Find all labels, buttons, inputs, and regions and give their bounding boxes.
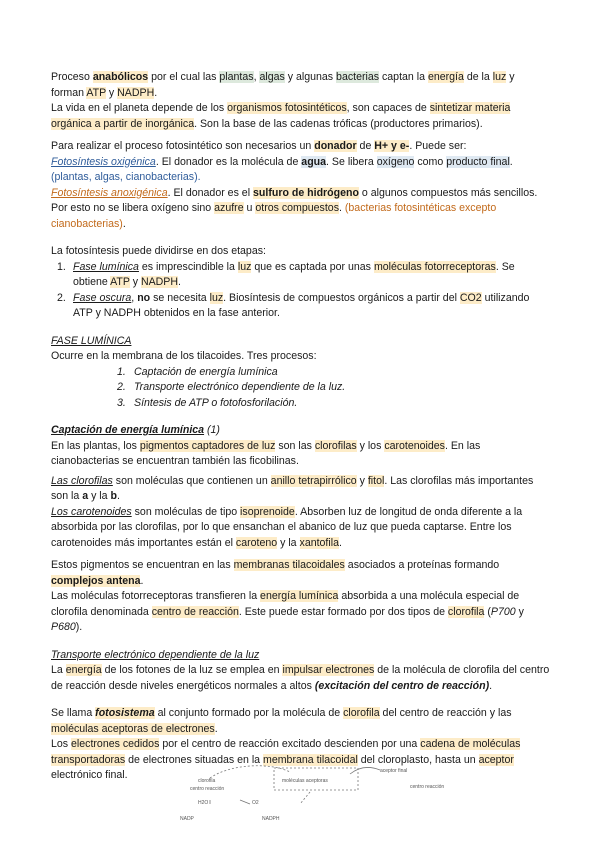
diagram-label: NADPH xyxy=(262,816,280,822)
donor-paragraph: Para realizar el proceso fotosintético son necesarios un donador de H+ y e-. Puede ser: xyxy=(51,140,467,152)
life-paragraph: La vida en el planeta depende de los organismos fotosintéticos, son capaces de sintetizar materia orgánica a partir de inorgánica. Son la base de las cadenas tróficas (productores primarios). xyxy=(51,102,511,130)
phases-intro: La fotosíntesis puede dividirse en dos etapas: xyxy=(51,245,266,257)
section-title-fase-luminica: FASE LUMÍNICA xyxy=(51,334,132,347)
electron-transport-diagram xyxy=(170,760,460,830)
pigments-paragraph: En las plantas, los pigmentos captadores de luz son las clorofilas y los carotenoides. En las cianobacterias se encuentran también las ficobilinas. xyxy=(51,439,481,467)
nadp-link xyxy=(300,792,310,804)
diagram-label: centro reacción xyxy=(410,784,445,790)
section-title-captacion: Captación de energía lumínica (1) xyxy=(51,424,220,436)
phase-item-oscura: 2. Fase oscura, no se necesita luz. Biosíntesis de compuestos orgánicos a partir del CO2 utilizando ATP y NADPH obtenidos en la fase anterior. xyxy=(57,291,530,319)
process-item-3: 3. Síntesis de ATP o fotofosforilación. xyxy=(117,396,298,409)
excitation-paragraph: La energía de los fotones de la luz se emplea en impulsar electrones de la molécula de clorofila del centro de reacción desde niveles energéticos normales a altos (excitación del centro de reacción). xyxy=(51,664,550,692)
photosystem-paragraph: Se llama fotosistema al conjunto formado por la molécula de clorofila del centro de reacción y las moléculas aceptoras de electrones. xyxy=(51,707,512,735)
intro-paragraph: Proceso anabólicos por el cual las plantas, algas y algunas bacterias captan la energía de la luz y forman ATP y NADPH. xyxy=(51,71,515,99)
diagram-label: moléculas aceptoras xyxy=(282,778,328,784)
oxygen-link xyxy=(240,800,250,804)
antenna-paragraph: Estos pigmentos se encuentran en las membranas tilacoidales asociados a proteínas formando complejos antena. xyxy=(51,559,500,587)
fase-luminica-intro: Ocurre en la membrana de los tilacoides. Tres procesos: xyxy=(51,350,317,362)
carotenoids-paragraph: Los carotenoides son moléculas de tipo isoprenoide. Absorben luz de longitud de onda diferente a la absorbida por las clorofilas, por lo que ensanchan el abanico de luz que pueda captarse. Entre los carotenoides más importantes están el caroteno y la xantofila. xyxy=(51,505,523,549)
phases-list xyxy=(51,260,551,322)
diagram-label: NADP xyxy=(180,816,194,822)
oxygenic-paragraph: Fotosíntesis oxigénica. El donador es la molécula de agua. Se libera oxígeno como producto final. (plantas, algas, cianobacterias). xyxy=(51,155,513,183)
process-item-2: 2. Transporte electrónico dependiente de la luz. xyxy=(117,381,346,393)
process-item-1: 1. Captación de energía lumínica xyxy=(117,365,278,378)
diagram-label: H2O xyxy=(198,800,209,806)
diagram-label: O2 xyxy=(252,800,259,806)
diagram-label: aceptor final xyxy=(380,768,408,774)
processes-list xyxy=(51,365,551,412)
diagram-label: clorofila xyxy=(198,778,216,784)
chlorophylls-paragraph: Las clorofilas son moléculas que contienen un anillo tetrapirrólico y fitol. Las clorofilas más importantes son la a y la b. xyxy=(51,474,534,502)
excitation-arrow xyxy=(210,766,290,778)
electron-chain-paragraph: Los electrones cedidos por el centro de reacción excitado descienden por una cadena de moléculas transportadoras de electrones situadas en la membrana tilacoidal del cloroplasto, hasta un aceptor electrónico final. xyxy=(51,738,521,781)
anoxygenic-paragraph: Fotosíntesis anoxigénica. El donador es el sulfuro de hidrógeno o algunos compuestos más sencillos. Por esto no se libera oxígeno sino azufre u otros compuestos. (bacterias fotosintéticas excepto cianobacterias). xyxy=(51,186,538,230)
document-page xyxy=(51,70,551,784)
diagram-label: centro reacción xyxy=(190,786,225,792)
phase-item-luminica: 1. Fase lumínica es imprescindible la luz que es captada por unas moléculas fotorreceptoras. Se obtiene ATP y NADPH. xyxy=(57,260,515,288)
reaction-center-paragraph: Las moléculas fotorreceptoras transfieren la energía lumínica absorbida a una molécula especial de clorofila denominada centro de reacción. Este puede estar formado por dos tipos de clorofila (P700 y P680). xyxy=(51,590,524,633)
section-title-transporte: Transporte electrónico dependiente de la luz xyxy=(51,648,260,661)
